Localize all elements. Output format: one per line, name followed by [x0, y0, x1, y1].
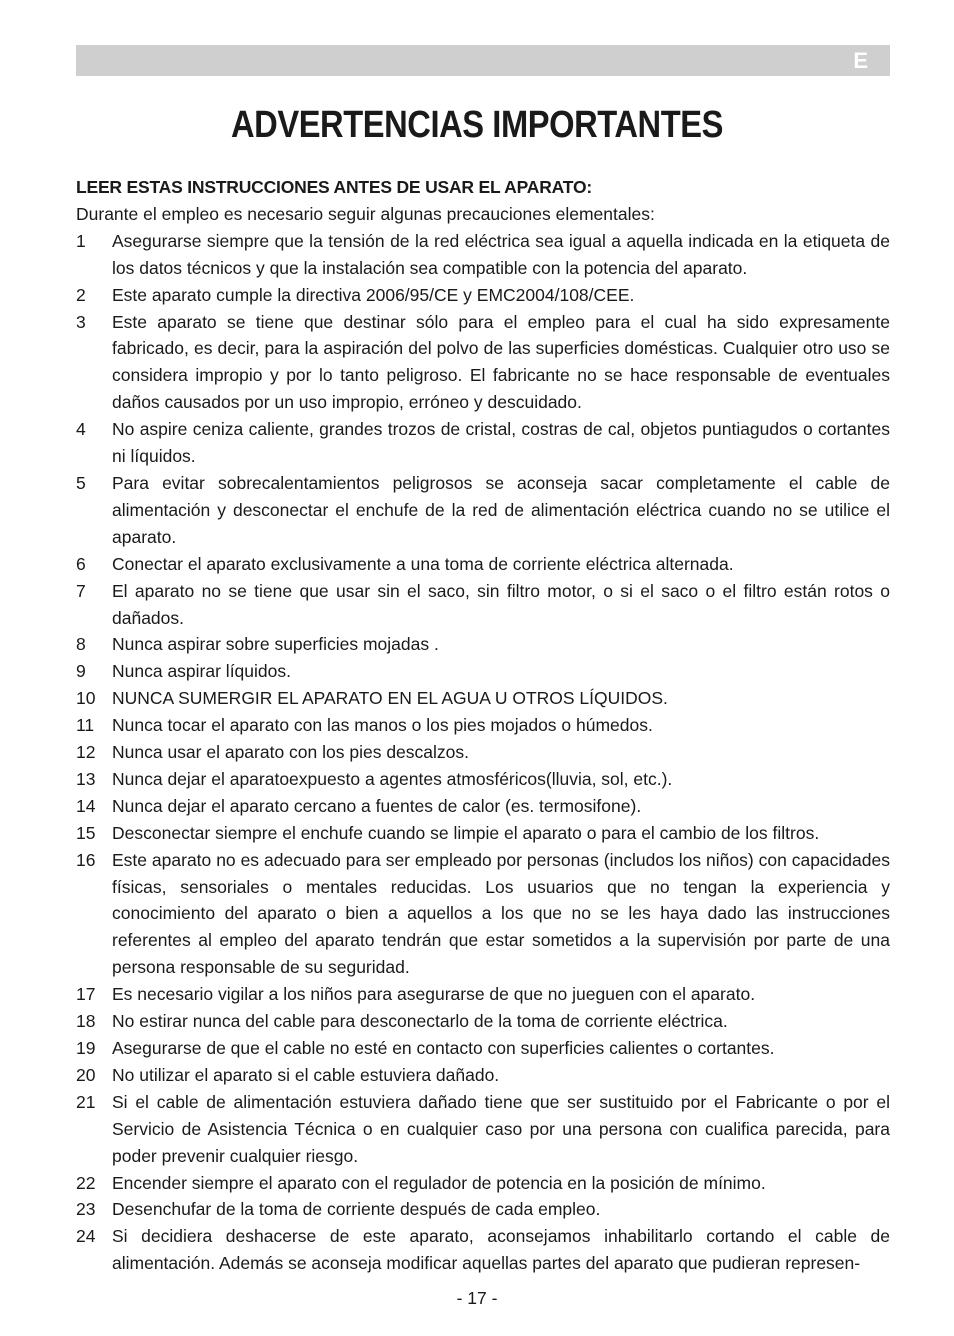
list-item: [76, 1008, 890, 1035]
list-item: [76, 658, 890, 685]
item-text: Es necesario vigilar a los niños para asegurarse de que no jueguen con el aparato.: [112, 984, 756, 1005]
item-text: Si el cable de alimentación estuviera dañado tiene que ser sustituido por el Fabricante o por el Servicio de Asistencia Técnica o en cualquier caso por una persona con cualifica parecida, para poder prevenir cualquier riesgo.: [112, 1091, 890, 1166]
item-text: Asegurarse de que el cable no esté en contacto con superficies calientes o cortantes.: [112, 1038, 775, 1058]
item-text: Nunca aspirar sobre superficies mojadas .: [112, 634, 439, 655]
list-item: [76, 551, 890, 578]
list-item: [76, 1035, 890, 1062]
item-number: 21: [76, 1091, 96, 1112]
item-number: 8: [76, 634, 86, 655]
item-number: 20: [76, 1064, 96, 1085]
item-number: 4: [76, 419, 86, 440]
item-number: 14: [76, 795, 96, 816]
item-text: Nunca aspirar líquidos.: [112, 661, 291, 682]
list-item: [76, 712, 890, 739]
warnings-list: [76, 228, 890, 1277]
page-number: - 17 -: [456, 1288, 498, 1308]
language-header-bar: [76, 45, 890, 76]
list-item: [76, 228, 890, 282]
list-item: [76, 416, 890, 470]
item-text: Desenchufar de la toma de corriente después de cada empleo.: [112, 1199, 601, 1220]
list-item: [76, 739, 890, 766]
item-number: 17: [76, 984, 96, 1005]
item-text: Para evitar sobrecalentamientos peligrosos se aconseja sacar completamente el cable de alimentación y desconectar el enchufe de la red de alimentación eléctrica cuando no se utilice el aparato.: [112, 472, 890, 547]
list-item: [76, 631, 890, 658]
item-number: 1: [76, 230, 86, 251]
item-number: 24: [76, 1226, 96, 1247]
list-item: [76, 470, 890, 551]
item-text: Nunca usar el aparato con los pies descalzos.: [112, 742, 470, 763]
item-text: NUNCA SUMERGIR EL APARATO EN EL AGUA U OTROS LÍQUIDOS.: [112, 688, 668, 709]
list-item: [76, 1223, 890, 1277]
item-number: 3: [76, 311, 86, 332]
item-number: 5: [76, 472, 86, 493]
item-number: 13: [76, 768, 96, 789]
item-number: 22: [76, 1172, 96, 1193]
list-item: [76, 282, 890, 309]
list-item: [76, 766, 890, 793]
item-number: 19: [76, 1038, 96, 1058]
item-text: Este aparato cumple la directiva 2006/95/CE y EMC2004/108/CEE.: [112, 284, 635, 305]
item-text: Encender siempre el aparato con el regulador de potencia en la posición de mínimo.: [112, 1172, 766, 1193]
item-number: 7: [76, 580, 86, 601]
section-subtitle: LEER ESTAS INSTRUCCIONES ANTES DE USAR EL APARATO:: [76, 177, 593, 197]
item-text: No estirar nunca del cable para desconectarlo de la toma de corriente eléctrica.: [112, 1011, 728, 1032]
item-number: 9: [76, 661, 86, 682]
list-item: [76, 309, 890, 417]
item-text: Este aparato se tiene que destinar sólo para el empleo para el cual ha sido expresamente fabricado, es decir, para la aspiración del polvo de las superficies domésticas. Cualquier otro uso se considera impropio y por lo tanto peligroso. El fabricante no se hace responsable de eventuales daños causados por un uso impropio, erróneo y descuidado.: [112, 311, 890, 413]
item-number: 16: [76, 849, 96, 870]
item-text: No utilizar el aparato si el cable estuviera dañado.: [112, 1064, 500, 1085]
list-item: [76, 793, 890, 820]
document-body: [76, 174, 890, 1277]
list-item: [76, 685, 890, 712]
item-text: El aparato no se tiene que usar sin el saco, sin filtro motor, o si el saco o el filtro están rotos o dañados.: [112, 580, 890, 628]
language-code: E: [853, 48, 868, 73]
item-number: 2: [76, 284, 86, 305]
list-item: [76, 1062, 890, 1089]
page-title: ADVERTENCIAS IMPORTANTES: [230, 104, 724, 146]
item-number: 15: [76, 822, 96, 843]
list-item: [76, 847, 890, 982]
item-text: Nunca tocar el aparato con las manos o los pies mojados o húmedos.: [112, 715, 653, 736]
item-number: 23: [76, 1199, 96, 1220]
list-item: [76, 981, 890, 1008]
intro-paragraph: Durante el empleo es necesario seguir algunas precauciones elementales:: [76, 203, 655, 224]
list-item: [76, 1196, 890, 1223]
item-text: Conectar el aparato exclusivamente a una toma de corriente eléctrica alternada.: [112, 553, 734, 574]
item-number: 11: [76, 715, 95, 736]
list-item: [76, 578, 890, 632]
item-text: Desconectar siempre el enchufe cuando se limpie el aparato o para el cambio de los filtros.: [112, 822, 820, 843]
item-text: Nunca dejar el aparatoexpuesto a agentes atmosféricos(lluvia, sol, etc.).: [112, 768, 673, 789]
item-number: 18: [76, 1011, 96, 1032]
list-item: [76, 820, 890, 847]
item-text: Si decidiera deshacerse de este aparato, aconsejamos inhabilitarlo cortando el cable de alimentación. Además se aconseja modificar aquellas partes del aparato que pudieran represen-: [112, 1226, 890, 1274]
item-text: No aspire ceniza caliente, grandes trozos de cristal, costras de cal, objetos puntiagudos o cortantes ni líquidos.: [112, 419, 890, 467]
item-text: Asegurarse siempre que la tensión de la red eléctrica sea igual a aquella indicada en la etiqueta de los datos técnicos y que la instalación sea compatible con la potencia del aparato.: [112, 230, 890, 278]
item-number: 12: [76, 742, 96, 763]
item-text: Este aparato no es adecuado para ser empleado por personas (includos los niños) con capacidades físicas, sensoriales o mentales reducidas. Los usuarios que no tengan la experiencia y conocimiento del aparato o bien a aquellos a los que no se les haya dado las instrucciones referentes al empleo del aparato tendrán que estar sometidos a la supervisión por parte de una persona responsable de su seguridad.: [112, 849, 890, 978]
list-item: [76, 1089, 890, 1170]
item-text: Nunca dejar el aparato cercano a fuentes de calor (es. termosifone).: [112, 795, 642, 816]
item-number: 6: [76, 553, 86, 574]
item-number: 10: [76, 688, 96, 709]
list-item: [76, 1170, 890, 1197]
